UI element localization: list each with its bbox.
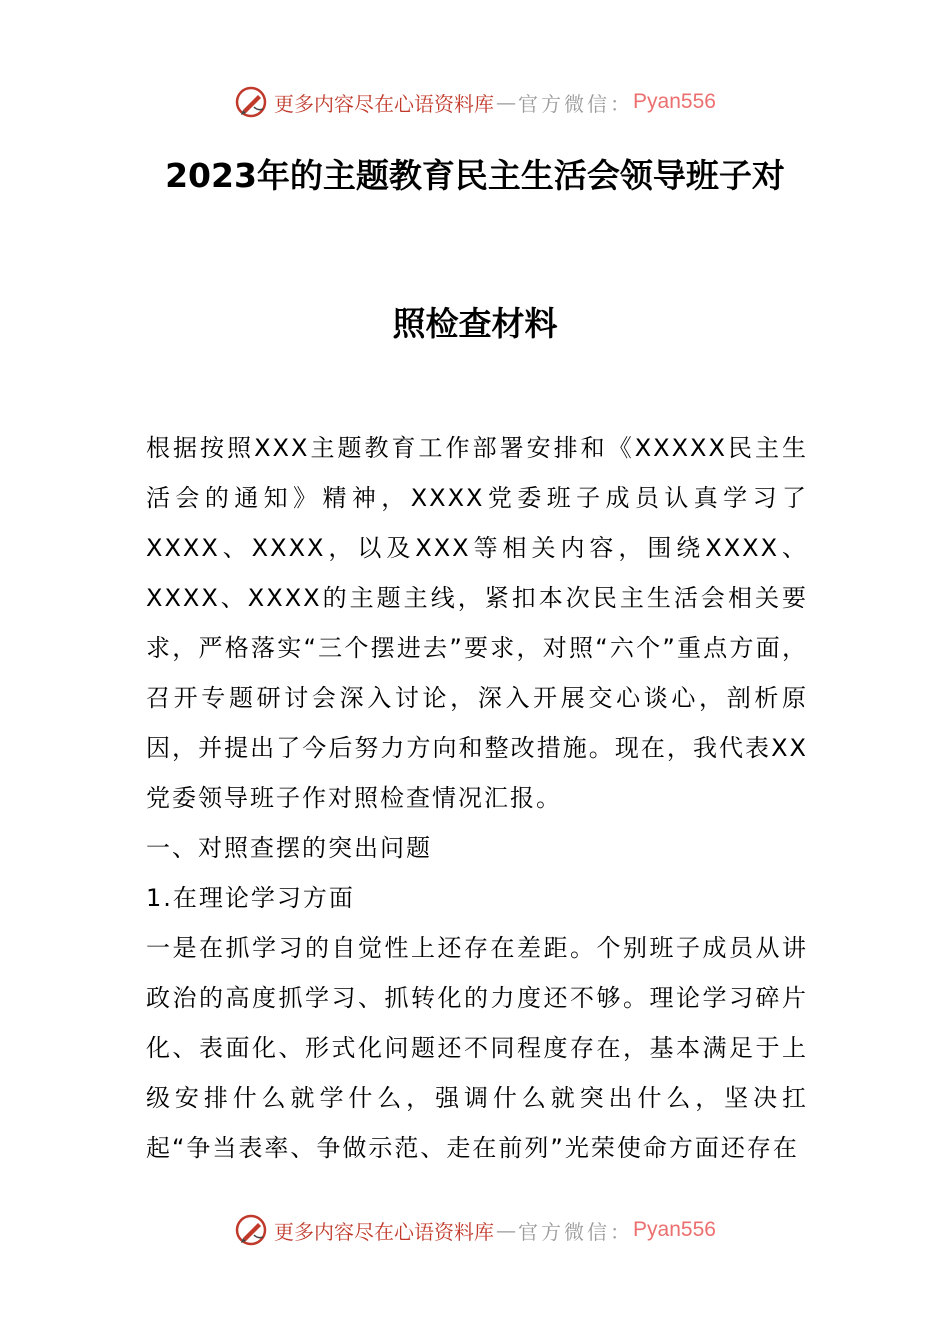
pen-logo-icon bbox=[234, 1213, 268, 1247]
watermark-dash: — bbox=[496, 1218, 517, 1242]
header-watermark bbox=[0, 82, 950, 122]
subsection-heading: 1.在理论学习方面 bbox=[146, 884, 355, 912]
body-paragraph: 一是在抓学习的自觉性上还存在差距。个别班子成员从讲政治的高度抓学习、抓转化的力度还不够。理论学习碎片化、表面化、形式化问题还不同程度存在，基本满足于上级安排什么就学什么，强调什么就突出什么，坚决扛起“争当表率、争做示范、走在前列”光荣使命方面还存在 bbox=[146, 934, 808, 1162]
watermark-id: Pyan556 bbox=[633, 1218, 716, 1241]
watermark-label: 官方微信： bbox=[518, 91, 634, 116]
intro-paragraph: 根据按照XXX主题教育工作部署安排和《XXXXX民主生活会的通知》精神，XXXX党委班子成员认真学习了XXXX、XXXX，以及XXX等相关内容，围绕XXXX、XXXX、XXXX的主题主线，紧扣本次民主生活会相关要求，严格落实“三个摆进去”要求，对照“六个”重点方面，召开专题研讨会深入讨论，深入开展交心谈心，剖析原因，并提出了今后努力方向和整改措施。现在，我代表XX党委领导班子作对照检查情况汇报。 bbox=[146, 434, 808, 812]
watermark-id: Pyan556 bbox=[633, 90, 716, 113]
watermark-text: 更多内容尽在心语资料库 bbox=[274, 91, 495, 116]
footer-watermark bbox=[0, 1210, 950, 1250]
document-title-line-2: 照检查材料 bbox=[392, 304, 558, 343]
pen-logo-icon bbox=[234, 85, 268, 119]
watermark-label: 官方微信： bbox=[518, 1219, 634, 1244]
document-title-line-1: 2023年的主题教育民主生活会领导班子对 bbox=[165, 156, 785, 195]
watermark-text: 更多内容尽在心语资料库 bbox=[274, 1219, 495, 1244]
watermark-dash: — bbox=[496, 90, 517, 114]
document-body bbox=[146, 423, 808, 1173]
section-heading: 一、对照查摆的突出问题 bbox=[146, 834, 432, 862]
